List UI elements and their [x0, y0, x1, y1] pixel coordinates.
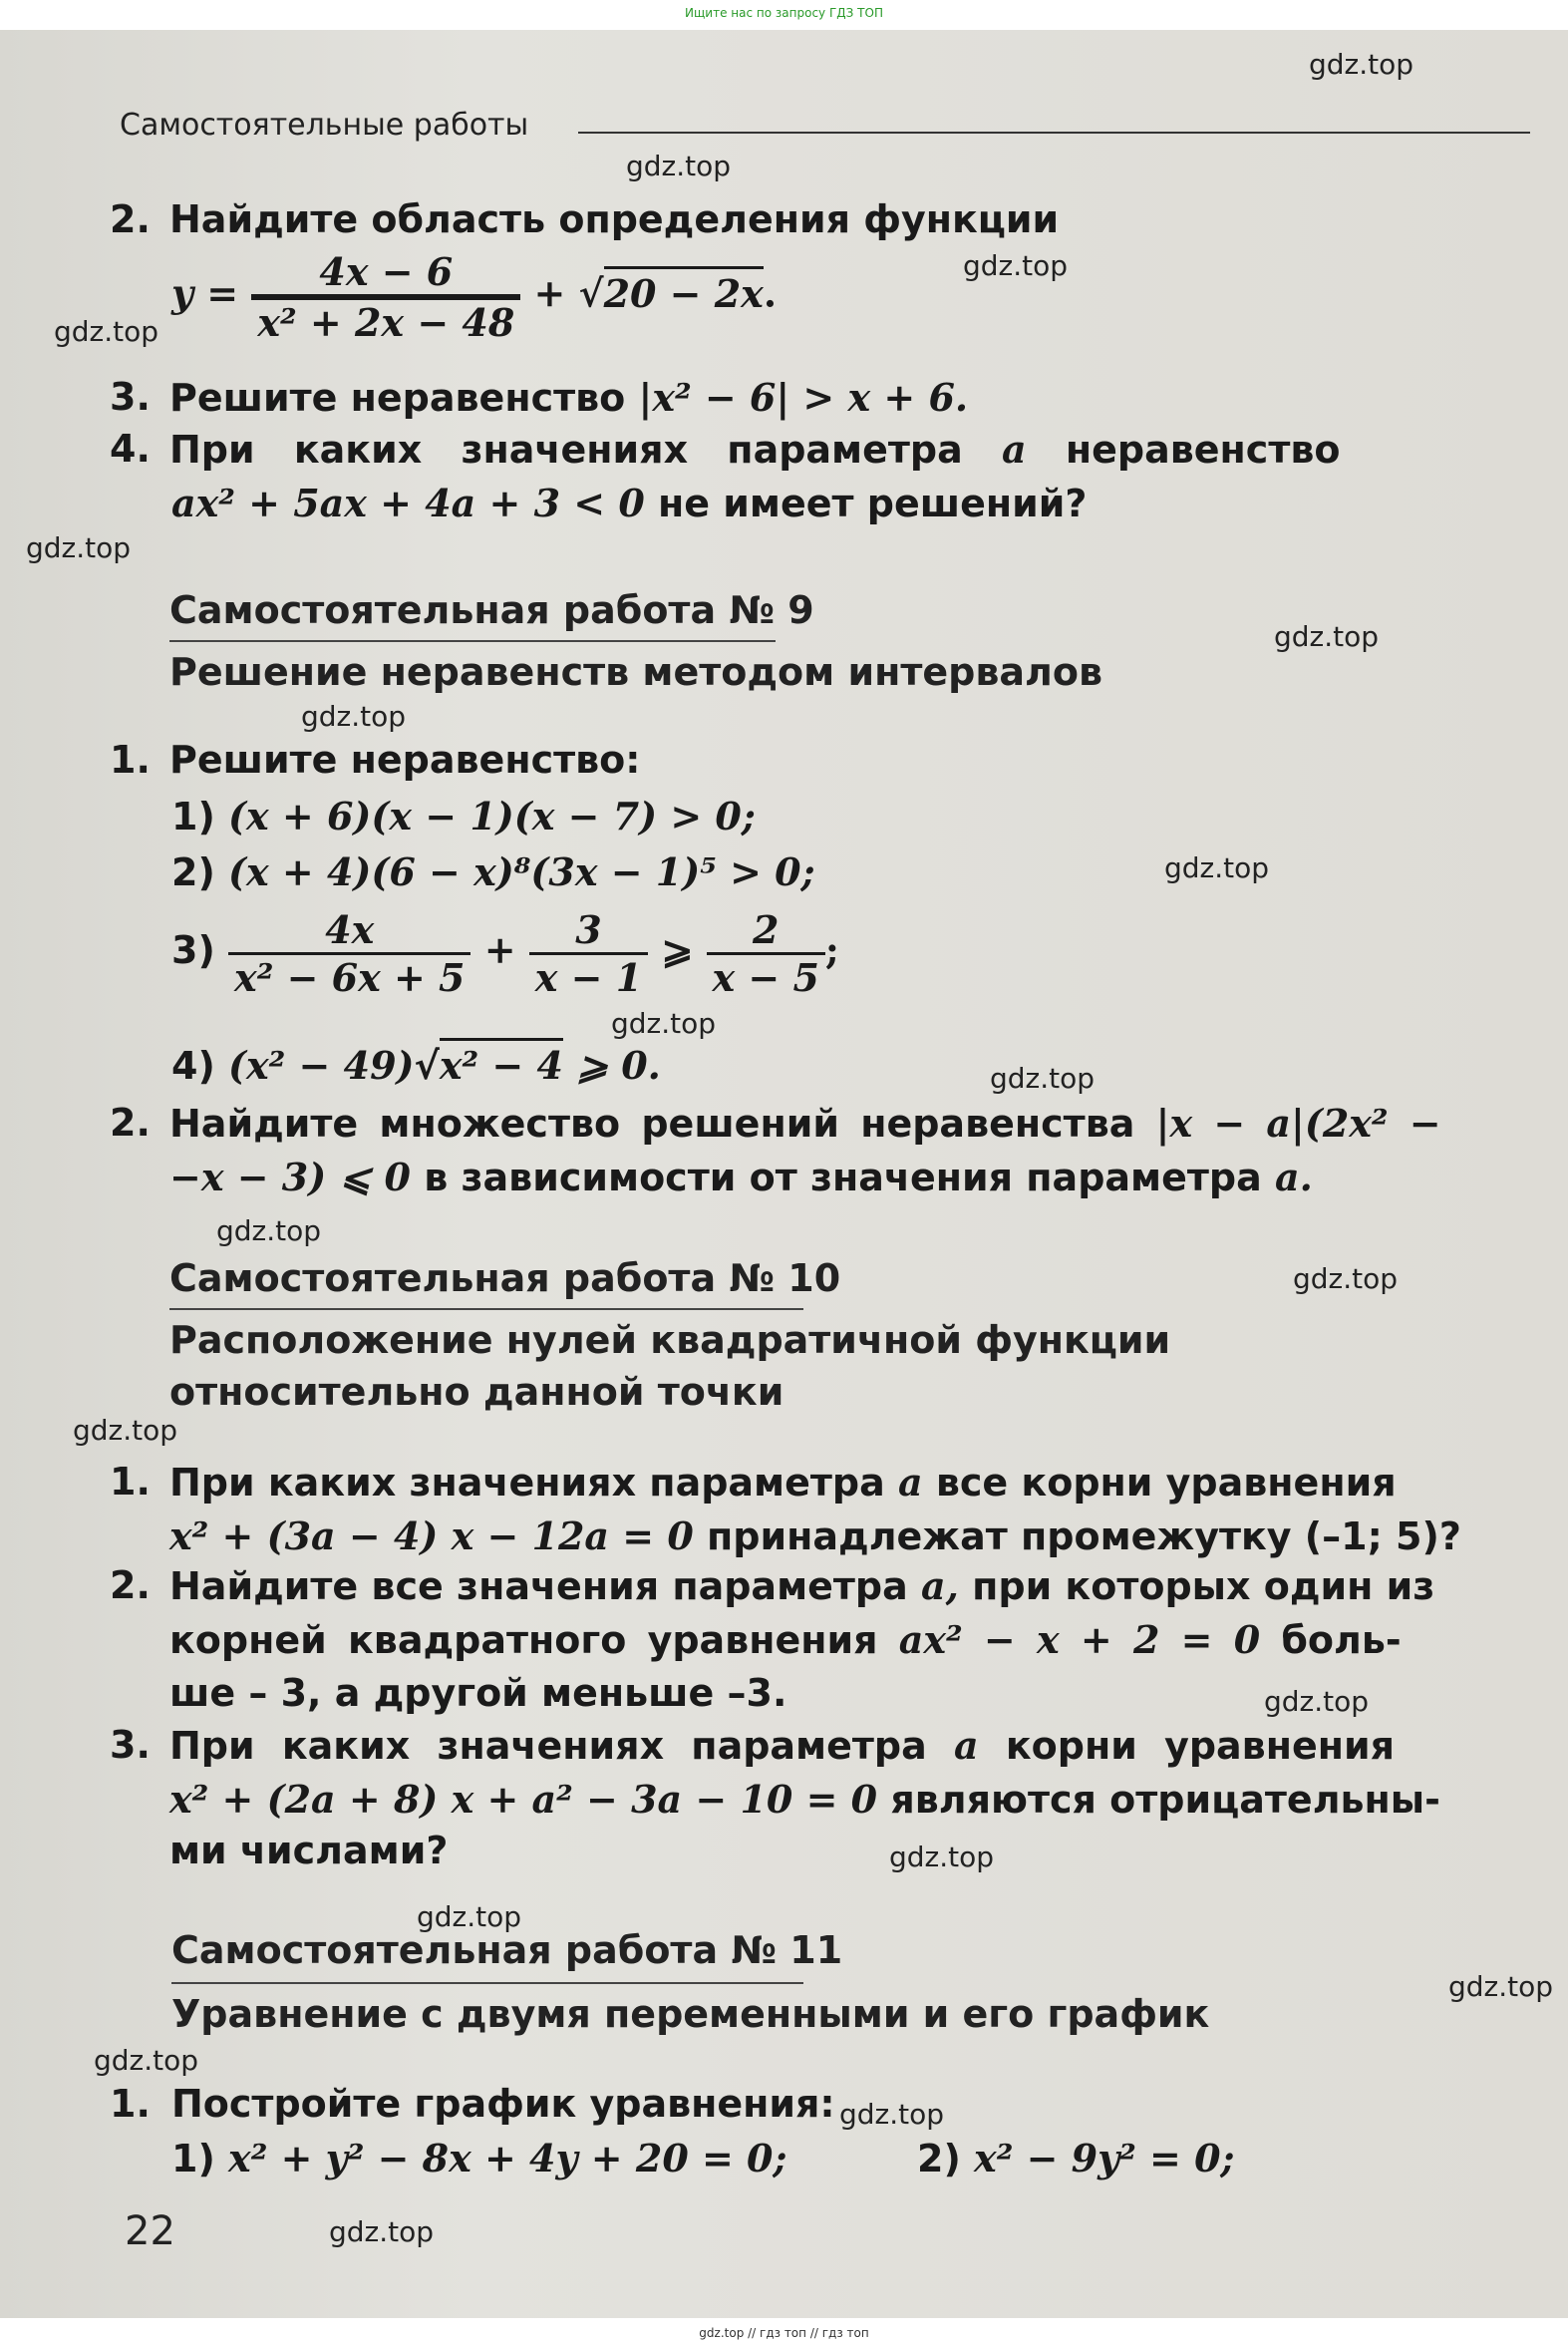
task-line — [169, 1563, 1434, 1608]
inequality-expr: |x − a|(2x² − — [1155, 1101, 1441, 1146]
watermark: gdz.top — [1164, 851, 1270, 884]
task-text: корни уравнения — [1005, 1724, 1396, 1768]
inequality-expr: (x + 6)(x − 1)(x − 7) > 0; — [228, 794, 756, 838]
fraction — [228, 907, 470, 1000]
section-title: Самостоятельная работа № 9 — [169, 588, 814, 632]
param-a: a — [954, 1723, 979, 1768]
subtask-label: 1) — [171, 2137, 215, 2180]
task-line — [169, 1723, 1395, 1768]
watermark: gdz.top — [1309, 48, 1414, 81]
watermark: gdz.top — [329, 2215, 435, 2248]
inequality-expr: −x − 3) ⩽ 0 — [169, 1155, 411, 1199]
subtask-label: 3) — [171, 928, 215, 972]
section-title: Самостоятельная работа № 10 — [169, 1256, 841, 1300]
task-line — [169, 1101, 1441, 1146]
numerator: 4x — [228, 907, 470, 955]
fraction — [707, 907, 825, 1000]
section-title: Самостоятельная работа № 11 — [171, 1928, 843, 1972]
watermark: gdz.top — [54, 315, 159, 348]
header-rule — [578, 132, 1530, 134]
task-text: Решите неравенство: — [169, 738, 641, 782]
task-text — [169, 375, 968, 420]
equation-expr: x² − 9y² = 0; — [974, 2136, 1235, 2180]
section-subtitle: Расположение нулей квадратичной функции — [169, 1318, 1171, 1362]
inequality-expr: ax² + 5ax + 4a + 3 < 0 — [171, 481, 645, 525]
section-title-underline — [169, 640, 776, 642]
watermark: gdz.top — [611, 1007, 717, 1040]
task-text: При каких значениях параметра — [169, 1461, 885, 1505]
running-header-title: Самостоятельные работы — [120, 108, 529, 143]
task-number: 1. — [110, 1460, 151, 1504]
task-line — [169, 1617, 1402, 1662]
task-line — [169, 427, 1341, 472]
subtask — [917, 2136, 1235, 2180]
domain-formula: y = $\frac{4x - 6}{\text{x² + 2x − 48}}$ + √20 − 2x. — [171, 249, 778, 345]
section-title-underline — [169, 1308, 803, 1310]
page-number: 22 — [125, 2208, 175, 2254]
watermark: gdz.top — [26, 531, 132, 564]
watermark: gdz.top — [1293, 1262, 1399, 1295]
task-text: неравенство — [1065, 428, 1341, 472]
subtask — [171, 907, 839, 1000]
task-text: все корни уравнения — [935, 1461, 1397, 1505]
equation-expr: x² + (2a + 8) x + a² − 3a − 10 = 0 — [169, 1777, 878, 1822]
task-text: принадлежат промежутку (–1; 5)? — [707, 1514, 1461, 1558]
inequality-expr: ⩾ 0. — [576, 1043, 661, 1088]
subtask-label: 2) — [171, 850, 215, 894]
equation-expr: x² + (3a − 4) x − 12a = 0 — [169, 1513, 694, 1558]
watermark: gdz.top — [216, 1214, 322, 1247]
equation-expr: ax² − x + 2 = 0 — [898, 1617, 1261, 1662]
watermark: gdz.top — [889, 1841, 995, 1873]
subtask-label: 2) — [917, 2137, 961, 2180]
task-line — [169, 1513, 1461, 1558]
sqrt-term: 20 − 2x — [604, 266, 764, 316]
task-line — [171, 481, 1087, 525]
section-subtitle: Решение неравенств методом интервалов — [169, 650, 1103, 694]
watermark: gdz.top — [301, 700, 407, 733]
task-text: не имеет решений? — [658, 482, 1088, 525]
watermark: gdz.top — [417, 1900, 522, 1933]
task-text: при которых один из — [972, 1564, 1435, 1608]
numerator: 3 — [529, 907, 648, 955]
task-number: 1. — [110, 738, 151, 782]
formula-end: ; — [824, 927, 839, 972]
sqrt-term: x² − 4 — [440, 1038, 563, 1088]
top-banner: Ищите нас по запросу ГДЗ ТОП — [685, 6, 883, 20]
denominator: x² + 2x − 48 — [251, 297, 520, 345]
watermark: gdz.top — [626, 150, 732, 182]
denominator: x − 1 — [534, 955, 643, 1000]
denominator: x² − 6x + 5 — [234, 955, 466, 1000]
task-text: При каких значениях параметра — [169, 428, 963, 472]
task-text: Найдите область определения функции — [169, 197, 1060, 241]
task-text-label: Решите неравенство — [169, 376, 626, 420]
task-number: 2. — [110, 1563, 151, 1607]
task-number: 1. — [110, 2082, 151, 2126]
param-a: a — [898, 1460, 923, 1505]
inequality-expr: (x² − 49) — [228, 1043, 415, 1088]
watermark: gdz.top — [1274, 620, 1380, 653]
param-a: a — [1002, 427, 1027, 472]
task-line — [169, 1777, 1440, 1822]
watermark: gdz.top — [839, 2098, 945, 2131]
task-number: 3. — [110, 1723, 151, 1767]
task-text: корней квадратного уравнения — [169, 1618, 878, 1662]
subtask — [171, 794, 756, 838]
formula-lhs: y = — [171, 270, 239, 316]
watermark: gdz.top — [1264, 1685, 1370, 1718]
watermark: gdz.top — [94, 2044, 199, 2077]
section-subtitle: Уравнение с двумя переменными и его график — [171, 1992, 1210, 2036]
task-text: являются отрицательны- — [890, 1778, 1440, 1822]
numerator: 2 — [707, 907, 825, 955]
equation-expr: x² + y² − 8x + 4y + 20 = 0; — [228, 2136, 787, 2180]
task-line — [169, 1155, 1313, 1199]
running-header — [120, 108, 1415, 148]
subtask-label: 1) — [171, 795, 215, 838]
geq-sign: ⩾ — [661, 927, 694, 972]
task-text: При каких значениях параметра — [169, 1724, 927, 1768]
task-text: Найдите множество решений неравенства — [169, 1102, 1135, 1146]
task-text: Найдите все значения параметра — [169, 1564, 908, 1608]
watermark: gdz.top — [963, 249, 1069, 282]
denominator: x − 5 — [712, 955, 819, 1000]
task-number: 2. — [110, 197, 151, 241]
inequality-expr: (x + 4)(6 − x)⁸(3x − 1)⁵ > 0; — [228, 849, 815, 894]
subtask: 4) (x² − 49)√x² − 4 ⩾ 0. — [171, 1043, 661, 1088]
subtask — [171, 849, 815, 894]
watermark: gdz.top — [73, 1414, 178, 1447]
task-number: 2. — [110, 1101, 151, 1145]
task-number: 4. — [110, 427, 151, 471]
subtask-label: 4) — [171, 1044, 215, 1088]
task-line: ми числами? — [169, 1829, 449, 1872]
task-text: в зависимости от значения параметра — [424, 1156, 1262, 1199]
numerator: 4x − 6 — [251, 249, 520, 297]
section-subtitle: относительно данной точки — [169, 1370, 784, 1414]
task-line — [169, 1460, 1397, 1505]
param-a: a, — [921, 1563, 959, 1608]
watermark: gdz.top — [990, 1062, 1096, 1095]
param-a: a. — [1274, 1155, 1313, 1199]
plus-sign: + — [533, 270, 566, 316]
task-number: 3. — [110, 375, 151, 419]
plus-sign: + — [483, 927, 516, 972]
watermark: gdz.top — [1448, 1970, 1554, 2003]
task-text: Постройте график уравнения: — [171, 2082, 835, 2126]
task-line: ше – 3, а другой меньше –3. — [169, 1671, 787, 1715]
formula-end: . — [763, 270, 778, 316]
fraction — [251, 249, 520, 345]
subtask — [171, 2136, 787, 2180]
task-text: боль- — [1281, 1618, 1402, 1662]
section-title-underline — [171, 1982, 803, 1984]
inequality-expr: |x² − 6| > x + 6. — [638, 375, 969, 420]
bottom-banner: gdz.top // гдз топ // гдз топ — [699, 2326, 869, 2340]
fraction — [529, 907, 648, 1000]
